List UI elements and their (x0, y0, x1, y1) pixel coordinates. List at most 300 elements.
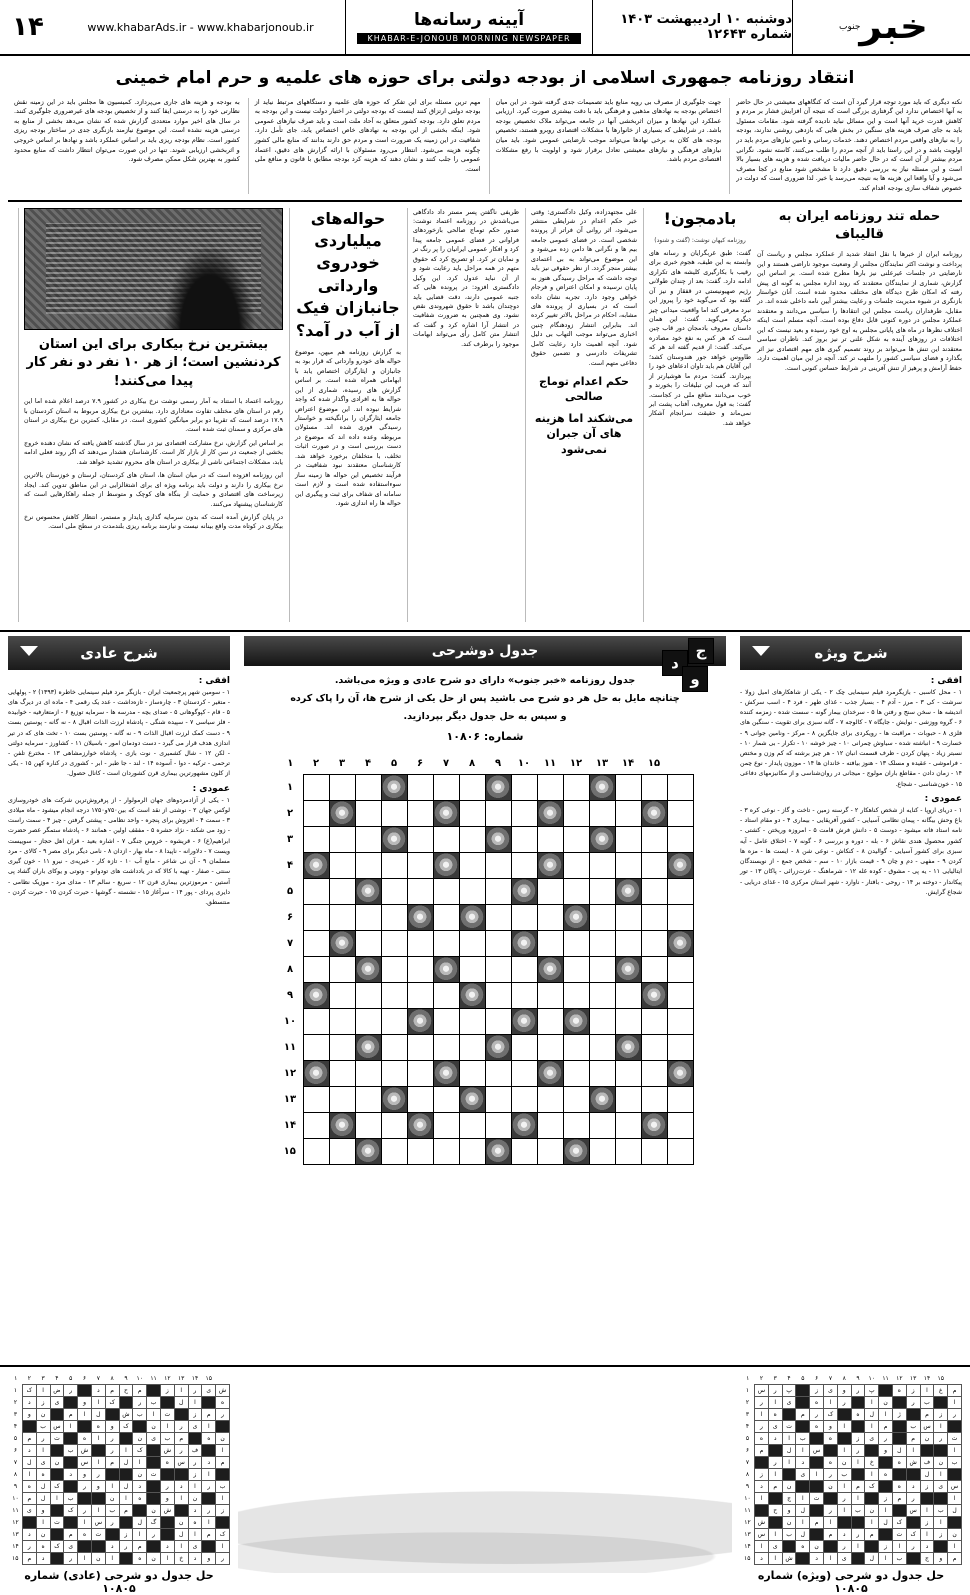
solution-cell: ب (105, 1505, 119, 1517)
crossword-cell[interactable] (563, 1035, 589, 1061)
crossword-cell[interactable] (355, 983, 381, 1009)
solution-cell: ل (796, 1505, 810, 1517)
crossword-cell[interactable] (303, 931, 329, 957)
solution-cell (147, 1385, 161, 1397)
crossword-cell[interactable] (329, 1009, 355, 1035)
crossword-cell[interactable] (303, 1087, 329, 1113)
article-toomaj-cont (407, 208, 519, 622)
crossword-cell[interactable] (563, 1061, 589, 1087)
crossword-cell[interactable] (433, 905, 459, 931)
solution-cell (837, 1409, 851, 1421)
col-header: ۵ (381, 753, 407, 775)
crossword-cell[interactable] (667, 853, 693, 879)
crossword-cell[interactable] (563, 1113, 589, 1139)
crossword-cell[interactable] (407, 1061, 433, 1087)
solution-cell: م (920, 1409, 934, 1421)
crossword-cell[interactable] (667, 775, 693, 801)
crossword-cell[interactable] (355, 957, 381, 983)
solution-cell: ز (188, 1409, 202, 1421)
col-header: ۴ (50, 1373, 64, 1385)
solution-cell: ا (755, 1493, 769, 1505)
crossword-cell[interactable] (615, 931, 641, 957)
solution-cell: س (78, 1457, 92, 1469)
crossword-cell[interactable] (407, 775, 433, 801)
crossword-cell[interactable] (407, 1139, 433, 1165)
crossword-cell[interactable] (329, 957, 355, 983)
lead-col-1: نکته دیگری که باید مورد توجه قرار گیرد آن است که کنگاههای معیشتی در حال حاضر به آنها اختصاص ندارد این گرفتاری بزرگی است که نتیجه آن افزایش فشار بر مردم و کاهش قدرت خرید آنها است و این مسائل نباید نادیده گرفته شود. مقامات مسئول باید به جای صرف هزینه های سنگین در بخش هایی که بازدهی روشنی ندارند، بودجه را به نیازهای واقعی مردم اختصاص دهند. خدمات رسانی و تامین نیازهای مردم باید در اولویت باشد و در این راستا باید از آنچه مردم را طلب می‌کنند، کاسته نشود. نگرانی مردم بیشتر از آن است که در حال حاضر مالیات دریافت شده و هزینه های بسیار بالا است و این مسئله نیاز به بررسی دقیق دارد تا مشخص شود منابع در کجا مصرف می‌شود و آیا واقعا این هزینه ها به نتیجه می‌رسد یا خیر. لذا ضروری است که دولت در خصوص شفاف سازی بودجه اقدام کند. (729, 98, 962, 194)
crossword-cell[interactable] (589, 905, 615, 931)
crossword-cell[interactable] (303, 1113, 329, 1139)
col-header: ۳ (768, 1373, 782, 1385)
crossword-cell[interactable] (667, 1061, 693, 1087)
crossword-cell[interactable] (641, 1061, 667, 1087)
solution-cell: ا (934, 1517, 948, 1529)
crossword-cell[interactable] (641, 957, 667, 983)
crossword-cell[interactable] (667, 1087, 693, 1113)
solution-cell: م (810, 1517, 824, 1529)
solution-cell (768, 1493, 782, 1505)
crossword-cell[interactable] (537, 1035, 563, 1061)
crossword-cell[interactable] (381, 827, 407, 853)
crossword-cell[interactable] (667, 931, 693, 957)
crossword-cell[interactable] (615, 983, 641, 1009)
crossword-cell[interactable] (303, 957, 329, 983)
crossword-cell[interactable] (459, 983, 485, 1009)
crossword-cell[interactable] (667, 1113, 693, 1139)
crossword-cell[interactable] (537, 1009, 563, 1035)
crossword-cell[interactable] (329, 775, 355, 801)
crossword-cell[interactable] (615, 801, 641, 827)
crossword-cell[interactable] (589, 957, 615, 983)
crossword-cell[interactable] (303, 879, 329, 905)
crossword-cell[interactable] (381, 1061, 407, 1087)
crossword-cell[interactable] (485, 1061, 511, 1087)
crossword-cell[interactable] (433, 853, 459, 879)
crossword-cell[interactable] (303, 1009, 329, 1035)
crossword-cell[interactable] (433, 827, 459, 853)
crossword-cell[interactable] (329, 853, 355, 879)
solution-cell: ا (174, 1385, 188, 1397)
crossword-cell[interactable] (433, 957, 459, 983)
solution-cell: د (91, 1385, 105, 1397)
crossword-cell[interactable] (615, 1139, 641, 1165)
crossword-cell[interactable] (459, 1061, 485, 1087)
crossword-cell[interactable] (433, 1087, 459, 1113)
crossword-cell[interactable] (459, 1035, 485, 1061)
crossword-cell[interactable] (355, 1035, 381, 1061)
solution-cell: و (22, 1409, 36, 1421)
crossword-cell[interactable] (537, 983, 563, 1009)
solution-cell (160, 1517, 174, 1529)
crossword-cell[interactable] (537, 1087, 563, 1113)
crossword-cell[interactable] (641, 801, 667, 827)
crossword-cell[interactable] (381, 775, 407, 801)
crossword-cell[interactable] (589, 775, 615, 801)
crossword-cell[interactable] (563, 931, 589, 957)
solution-cell: ا (216, 1493, 230, 1505)
crossword-cell[interactable] (459, 931, 485, 957)
crossword-cell[interactable] (329, 801, 355, 827)
crossword-cell[interactable] (641, 1035, 667, 1061)
solution-cell (50, 1469, 64, 1481)
col-header: ۹ (119, 1373, 133, 1385)
crossword-cell[interactable] (459, 1139, 485, 1165)
crossword-row (277, 1139, 693, 1165)
crossword-cell[interactable] (615, 1035, 641, 1061)
row-header: ۴ (741, 1421, 755, 1433)
crossword-cell[interactable] (563, 905, 589, 931)
crossword-cell[interactable] (485, 983, 511, 1009)
crossword-cell[interactable] (615, 1087, 641, 1113)
crossword-cell[interactable] (485, 1139, 511, 1165)
crossword-cell[interactable] (511, 853, 537, 879)
solution-cell: ا (91, 1457, 105, 1469)
latin-strip: KHABAR-E-JONOUB MORNING NEWSPAPER (357, 33, 580, 44)
crossword-cell[interactable] (303, 1035, 329, 1061)
crossword-cell[interactable] (381, 1087, 407, 1113)
crossword-cell[interactable] (667, 827, 693, 853)
solution-cell: ر (906, 1397, 920, 1409)
crossword-cell[interactable] (485, 1113, 511, 1139)
solution-cell: ل (174, 1397, 188, 1409)
crossword-cell[interactable] (303, 905, 329, 931)
crossword-cell[interactable] (329, 905, 355, 931)
crossword-cell[interactable] (511, 1009, 537, 1035)
crossword-cell[interactable] (537, 931, 563, 957)
crossword-cell[interactable] (355, 827, 381, 853)
crossword-cell[interactable] (511, 879, 537, 905)
crossword-cell[interactable] (589, 931, 615, 957)
crossword-cell[interactable] (537, 827, 563, 853)
crossword-cell[interactable] (537, 853, 563, 879)
crossword-cell[interactable] (485, 1009, 511, 1035)
crossword-cell[interactable] (381, 801, 407, 827)
crossword-cell[interactable] (537, 905, 563, 931)
crossword-cell[interactable] (563, 775, 589, 801)
crossword-cell[interactable] (355, 1113, 381, 1139)
crossword-cell[interactable] (485, 957, 511, 983)
crossword-cell[interactable] (355, 853, 381, 879)
crossword-cell[interactable] (329, 983, 355, 1009)
crossword-cell[interactable] (355, 1009, 381, 1035)
crossword-cell[interactable] (381, 1009, 407, 1035)
solution-cell: ا (837, 1421, 851, 1433)
solution-cell: ه (188, 1517, 202, 1529)
crossword-cell[interactable] (433, 1113, 459, 1139)
crossword-cell[interactable] (407, 957, 433, 983)
crossword-cell[interactable] (485, 801, 511, 827)
crossword-cell[interactable] (511, 1139, 537, 1165)
crossword-cell[interactable] (667, 801, 693, 827)
crossword-cell[interactable] (589, 879, 615, 905)
solution-cell: ه (78, 1529, 92, 1541)
crossword-cell[interactable] (381, 1113, 407, 1139)
crossword-cell[interactable] (485, 853, 511, 879)
solution-cell: ن (36, 1529, 50, 1541)
solution-cell (879, 1481, 893, 1493)
crossword-cell[interactable] (355, 931, 381, 957)
crossword-cell[interactable] (459, 1009, 485, 1035)
crossword-cell[interactable] (537, 775, 563, 801)
crossword-cell[interactable] (511, 827, 537, 853)
crossword-cell[interactable] (589, 801, 615, 827)
crossword-cell[interactable] (641, 827, 667, 853)
solution-cell: ی (768, 1541, 782, 1553)
crossword-cell[interactable] (407, 801, 433, 827)
crossword-cell[interactable] (641, 983, 667, 1009)
crossword-cell[interactable] (459, 827, 485, 853)
crossword-cell[interactable] (537, 801, 563, 827)
crossword-cell[interactable] (303, 983, 329, 1009)
solution-row (9, 1409, 230, 1421)
crossword-cell[interactable] (641, 775, 667, 801)
row-header: ۹ (277, 983, 303, 1009)
crossword-cell[interactable] (511, 983, 537, 1009)
crossword-cell[interactable] (511, 1113, 537, 1139)
crossword-cell[interactable] (615, 957, 641, 983)
solution-cell (160, 1469, 174, 1481)
crossword-cell[interactable] (511, 1035, 537, 1061)
crossword-cell[interactable] (589, 983, 615, 1009)
website-urls[interactable]: www.khabarAds.ir - www.khabarjonoub.ir (56, 0, 346, 54)
crossword-cell[interactable] (407, 983, 433, 1009)
crossword-cell[interactable] (433, 1139, 459, 1165)
crossword-cell[interactable] (511, 931, 537, 957)
crossword-cell[interactable] (381, 853, 407, 879)
crossword-cell[interactable] (641, 1139, 667, 1165)
crossword-cell[interactable] (615, 775, 641, 801)
row-header: ۹ (9, 1481, 23, 1493)
crossword-cell[interactable] (407, 827, 433, 853)
solution-cell: ح (768, 1505, 782, 1517)
crossword-cell[interactable] (303, 853, 329, 879)
row-header: ۶ (277, 905, 303, 931)
solution-cell: ل (133, 1517, 147, 1529)
crossword-cell[interactable] (641, 1009, 667, 1035)
crossword-cell[interactable] (433, 931, 459, 957)
crossword-cell[interactable] (537, 1113, 563, 1139)
solution-cell: و (36, 1505, 50, 1517)
row-header: ۱۰ (741, 1493, 755, 1505)
crossword-cell[interactable] (355, 1139, 381, 1165)
crossword-cell[interactable] (459, 801, 485, 827)
crossword-cell[interactable] (329, 827, 355, 853)
crossword-cell[interactable] (355, 879, 381, 905)
crossword-cell[interactable] (615, 905, 641, 931)
crossword-cell[interactable] (433, 1009, 459, 1035)
crossword-cell[interactable] (667, 879, 693, 905)
crossword-cell[interactable] (667, 983, 693, 1009)
crossword-cell[interactable] (459, 905, 485, 931)
crossword-cell[interactable] (641, 853, 667, 879)
crossword-cell[interactable] (641, 1087, 667, 1113)
crossword-cell[interactable] (563, 853, 589, 879)
crossword-cell[interactable] (329, 1113, 355, 1139)
crossword-cell[interactable] (407, 879, 433, 905)
solution-cell: ا (119, 1445, 133, 1457)
crossword-cell[interactable] (589, 1139, 615, 1165)
crossword-cell[interactable] (615, 1113, 641, 1139)
crossword-cell[interactable] (381, 1139, 407, 1165)
crossword-cell[interactable] (563, 801, 589, 827)
crossword-cell[interactable] (329, 1035, 355, 1061)
crossword-cell[interactable] (511, 1087, 537, 1113)
crossword-cell[interactable] (667, 1035, 693, 1061)
crossword-cell[interactable] (537, 957, 563, 983)
crossword-cell[interactable] (433, 879, 459, 905)
row-header: ۲ (9, 1397, 23, 1409)
crossword-cell[interactable] (563, 983, 589, 1009)
crossword-cell[interactable] (303, 775, 329, 801)
crossword-cell[interactable] (381, 1035, 407, 1061)
crossword-cell[interactable] (459, 879, 485, 905)
crossword-cell[interactable] (355, 1061, 381, 1087)
crossword-cell[interactable] (563, 957, 589, 983)
crossword-cell[interactable] (485, 1035, 511, 1061)
crossword-cell[interactable] (459, 1113, 485, 1139)
crossword-cell[interactable] (329, 879, 355, 905)
crossword-cell[interactable] (407, 1035, 433, 1061)
crossword-cell[interactable] (381, 957, 407, 983)
crossword-cell[interactable] (563, 1009, 589, 1035)
crossword-cell[interactable] (433, 1035, 459, 1061)
crossword-cell[interactable] (355, 1087, 381, 1113)
crossword-cell[interactable] (667, 957, 693, 983)
crossword-cell[interactable] (303, 1139, 329, 1165)
lead-col-3: مهم ترین مسئله برای این تفکر که حوزه های علمیه و دستگاههای مرتبط نیاید از بودجه دولتی ارتزاق کنند اینست که بودجه دولتی در اختیار دولت نیست و این بودجه به مردم تعلق دارد. بودجه کشور متعلق به آحاد ملت است و باید صرف نیازهای عمومی شود. اینکه بخشی از این بودجه به نهادهای خاص اختصاص یابد، جای تأمل دارد. شفافیت در این زمینه یک ضرورت است و مردم حق دارند بدانند که منابع مالی کشور چگونه هزینه می‌شود. انتظار می‌رود مسئولان با ارائه گزارش های دقیق، اعتماد عمومی را جلب کنند و نشان دهند که هزینه کرد بودجه مطابق با قانون و منافع ملی است. (248, 98, 481, 194)
crossword-cell[interactable] (563, 1139, 589, 1165)
crossword-cell[interactable] (407, 905, 433, 931)
solution-cell: ن (824, 1481, 838, 1493)
crossword-cell[interactable] (615, 1009, 641, 1035)
crossword-cell[interactable] (485, 905, 511, 931)
solution-cell: ا (50, 1493, 64, 1505)
solution-cell: د (105, 1541, 119, 1553)
col-header: ۱۱ (879, 1373, 893, 1385)
crossword-cell[interactable] (485, 879, 511, 905)
crossword-cell[interactable] (589, 853, 615, 879)
row-header: ۱۴ (741, 1541, 755, 1553)
solution-cell: ن (147, 1505, 161, 1517)
crossword-cell[interactable] (511, 801, 537, 827)
crossword-cell[interactable] (303, 1061, 329, 1087)
crossword-grid-holder[interactable] (244, 753, 726, 1166)
solution-cell: ت (160, 1409, 174, 1421)
crossword-cell[interactable] (485, 1087, 511, 1113)
solution-cell: ا (934, 1421, 948, 1433)
crossword-cell[interactable] (433, 1061, 459, 1087)
lead-article (0, 56, 970, 194)
article-body-bademjoon: گفت: طبق غربگرایان و رسانه های وابسته به این طیف، هجوم خبری برای رقیب با بکارگیری کلیشه های تکراری ادامه دارد. گفت: بعد از چندان طولانی رژیم صهیونیستی در قفقاز و نیز آن گفته بود که می‌گوید خود را پیروز این نبرد معرفی کند اما واقعیت میدانی چیز دیگری می‌گوید. گفت: این همان داستان معروف بادمجان دور قاب چین است که هر کس به نفع خود مصادره می‌کند. گفت: از قدیم گفته اند هر که طاووس خواهد جور هندوستان کشد؛ این آقایان هم باید تاوان ادعاهای خود را بپردازند. گفت: مردم ما هوشیارتر از آنند که فریب این تبلیغات را بخورند و خوب می‌دانند منافع ملی در کجاست. گفت: به قول معروف، آفتاب پشت ابر نمی‌ماند و حقیقت سرانجام آشکار خواهد شد. (649, 249, 751, 427)
crossword-cell[interactable] (537, 879, 563, 905)
crossword-cell[interactable] (563, 1087, 589, 1113)
crossword-cell[interactable] (589, 1087, 615, 1113)
crossword-logo-icon (652, 638, 714, 696)
crossword-cell[interactable] (329, 931, 355, 957)
solution-cell: ا (824, 1553, 838, 1565)
crossword-cell[interactable] (459, 853, 485, 879)
crossword-cell[interactable] (511, 905, 537, 931)
crossword-cell[interactable] (459, 1087, 485, 1113)
solution-cell: ز (906, 1385, 920, 1397)
crossword-cell[interactable] (355, 775, 381, 801)
crossword-cell[interactable] (485, 931, 511, 957)
crossword-cell[interactable] (641, 905, 667, 931)
crossword-cell[interactable] (667, 905, 693, 931)
crossword-cell[interactable] (485, 827, 511, 853)
crossword-cell[interactable] (355, 801, 381, 827)
crossword-cell[interactable] (537, 1139, 563, 1165)
crossword-cell[interactable] (459, 957, 485, 983)
crossword-cell[interactable] (563, 827, 589, 853)
crossword-cell[interactable] (537, 1061, 563, 1087)
crossword-cell[interactable] (407, 1087, 433, 1113)
crossword-cell[interactable] (407, 1113, 433, 1139)
crossword-section (0, 630, 970, 1365)
crossword-cell[interactable] (407, 853, 433, 879)
crossword-cell[interactable] (615, 1061, 641, 1087)
solution-cell (78, 1385, 92, 1397)
crossword-cell[interactable] (511, 1061, 537, 1087)
solution-cell (796, 1421, 810, 1433)
crossword-cell[interactable] (511, 775, 537, 801)
solution-cell: م (879, 1421, 893, 1433)
crossword-cell[interactable] (381, 905, 407, 931)
solution-cell: ا (755, 1541, 769, 1553)
crossword-cell[interactable] (615, 879, 641, 905)
crossword-cell[interactable] (563, 879, 589, 905)
crossword-cell[interactable] (641, 1113, 667, 1139)
solution-cell: ز (188, 1469, 202, 1481)
crossword-cell[interactable] (329, 1087, 355, 1113)
crossword-cell[interactable] (355, 905, 381, 931)
crossword-cell[interactable] (433, 801, 459, 827)
crossword-cell[interactable] (329, 1061, 355, 1087)
crossword-cell[interactable] (589, 1061, 615, 1087)
col-header: ۱۳ (174, 1373, 188, 1385)
masthead (0, 0, 970, 56)
crossword-cell[interactable] (641, 931, 667, 957)
crossword-cell[interactable] (589, 1009, 615, 1035)
crossword-cell[interactable] (433, 775, 459, 801)
crossword-cell[interactable] (511, 957, 537, 983)
solution-cell (768, 1445, 782, 1457)
crossword-cell[interactable] (667, 1009, 693, 1035)
crossword-cell[interactable] (589, 827, 615, 853)
crossword-grid[interactable] (277, 753, 694, 1166)
crossword-cell[interactable] (303, 827, 329, 853)
crossword-cell[interactable] (381, 931, 407, 957)
crossword-cell[interactable] (615, 827, 641, 853)
crossword-cell[interactable] (407, 931, 433, 957)
solution-cell: د (133, 1481, 147, 1493)
crossword-cell[interactable] (433, 983, 459, 1009)
crossword-cell[interactable] (485, 775, 511, 801)
crossword-cell[interactable] (329, 1139, 355, 1165)
crossword-cell[interactable] (407, 1009, 433, 1035)
solution-cell: ا (78, 1409, 92, 1421)
crossword-cell[interactable] (459, 775, 485, 801)
crossword-cell[interactable] (667, 1139, 693, 1165)
solution-cell (147, 1481, 161, 1493)
crossword-cell[interactable] (589, 1035, 615, 1061)
crossword-cell[interactable] (303, 801, 329, 827)
crossword-cell[interactable] (381, 879, 407, 905)
crossword-cell[interactable] (641, 879, 667, 905)
crossword-cell[interactable] (381, 983, 407, 1009)
crossword-cell[interactable] (589, 1113, 615, 1139)
crossword-cell[interactable] (615, 853, 641, 879)
